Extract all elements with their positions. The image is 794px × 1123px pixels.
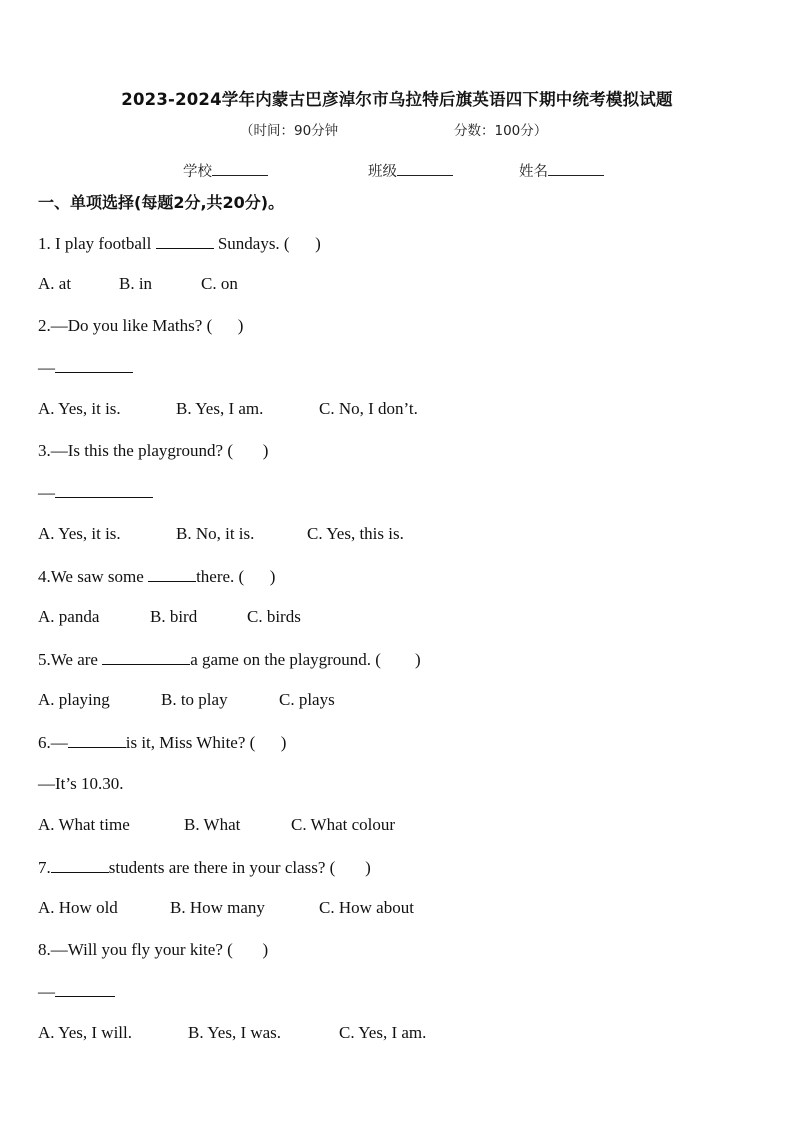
question-4-option-c[interactable]: C. birds [247, 607, 301, 626]
question-1-text-end: Sundays. ( ) [213, 234, 321, 253]
question-3-dash: — [38, 483, 55, 502]
question-6-blank[interactable] [68, 732, 126, 748]
question-5-text: 5.We are [38, 650, 103, 669]
question-2-blank[interactable] [55, 357, 133, 373]
question-3-blank[interactable] [55, 482, 153, 498]
school-label: 学校 [183, 164, 212, 180]
name-field [519, 160, 604, 181]
exam-score: 分数：100分） [454, 123, 548, 139]
question-6-text: 6.— [38, 733, 68, 752]
question-7-option-c[interactable]: C. How about [319, 898, 414, 917]
question-1-blank[interactable] [156, 233, 214, 249]
section-heading: 一、单项选择(每题2分,共20分)。 [38, 193, 285, 212]
school-field [183, 160, 268, 181]
question-6-reply: —It’s 10.30. [38, 774, 124, 793]
question-7-blank[interactable] [51, 857, 109, 873]
question-2-dash: — [38, 358, 55, 377]
question-4-option-b[interactable]: B. bird [150, 607, 198, 626]
question-7-text: 7. [38, 858, 51, 877]
question-8-option-c[interactable]: C. Yes, I am. [339, 1023, 427, 1042]
question-5-option-c[interactable]: C. plays [279, 690, 335, 709]
question-8-option-b[interactable]: B. Yes, I was. [188, 1023, 282, 1042]
question-1 [38, 233, 321, 254]
question-6-option-a[interactable]: A. What time [38, 815, 130, 834]
exam-time: （时间：90分钟 [240, 123, 339, 139]
question-1-option-c[interactable]: C. on [201, 274, 238, 293]
question-6-option-c[interactable]: C. What colour [291, 815, 396, 834]
question-5 [38, 649, 421, 670]
question-4-text-end: there. ( ) [196, 567, 276, 586]
question-4-option-a[interactable]: A. panda [38, 607, 100, 626]
question-8: 8.—Will you fly your kite? ( ) [38, 940, 269, 959]
question-3: 3.—Is this the playground? ( ) [38, 441, 269, 460]
question-7 [38, 857, 371, 878]
school-blank[interactable] [212, 161, 268, 176]
question-8-answer [38, 981, 115, 1002]
question-1-option-b[interactable]: B. in [119, 274, 153, 293]
question-7-text-end: students are there in your class? ( ) [108, 858, 371, 877]
question-2-option-a[interactable]: A. Yes, it is. [38, 399, 121, 418]
question-3-option-c[interactable]: C. Yes, this is. [307, 524, 404, 543]
question-3-option-a[interactable]: A. Yes, it is. [38, 524, 121, 543]
question-8-option-a[interactable]: A. Yes, I will. [38, 1023, 132, 1042]
name-label: 姓名 [519, 164, 548, 180]
question-4-blank[interactable] [148, 566, 196, 582]
question-6-option-b[interactable]: B. What [184, 815, 241, 834]
question-7-option-a[interactable]: A. How old [38, 898, 118, 917]
question-3-option-b[interactable]: B. No, it is. [176, 524, 255, 543]
question-3-answer [38, 482, 153, 503]
question-2-option-b[interactable]: B. Yes, I am. [176, 399, 264, 418]
question-4 [38, 566, 275, 587]
question-2-option-c[interactable]: C. No, I don’t. [319, 399, 418, 418]
question-5-option-b[interactable]: B. to play [161, 690, 228, 709]
question-7-option-b[interactable]: B. How many [170, 898, 265, 917]
class-blank[interactable] [397, 161, 453, 176]
question-5-blank[interactable] [102, 649, 190, 665]
question-5-text-end: a game on the playground. ( ) [190, 650, 421, 669]
question-6-text-end: is it, Miss White? ( ) [125, 733, 287, 752]
question-8-dash: — [38, 982, 55, 1001]
question-6 [38, 732, 286, 753]
exam-title: 2023-2024学年内蒙古巴彦淖尔市乌拉特后旗英语四下期中统考模拟试题 [121, 90, 673, 109]
question-5-option-a[interactable]: A. playing [38, 690, 110, 709]
question-1-option-a[interactable]: A. at [38, 274, 72, 293]
question-8-blank[interactable] [55, 981, 115, 997]
class-field [368, 160, 453, 181]
question-1-text: 1. I play football [38, 234, 156, 253]
name-blank[interactable] [548, 161, 604, 176]
question-2: 2.—Do you like Maths? ( ) [38, 316, 244, 335]
question-2-answer [38, 357, 133, 378]
question-4-text: 4.We saw some [38, 567, 149, 586]
class-label: 班级 [368, 164, 397, 180]
